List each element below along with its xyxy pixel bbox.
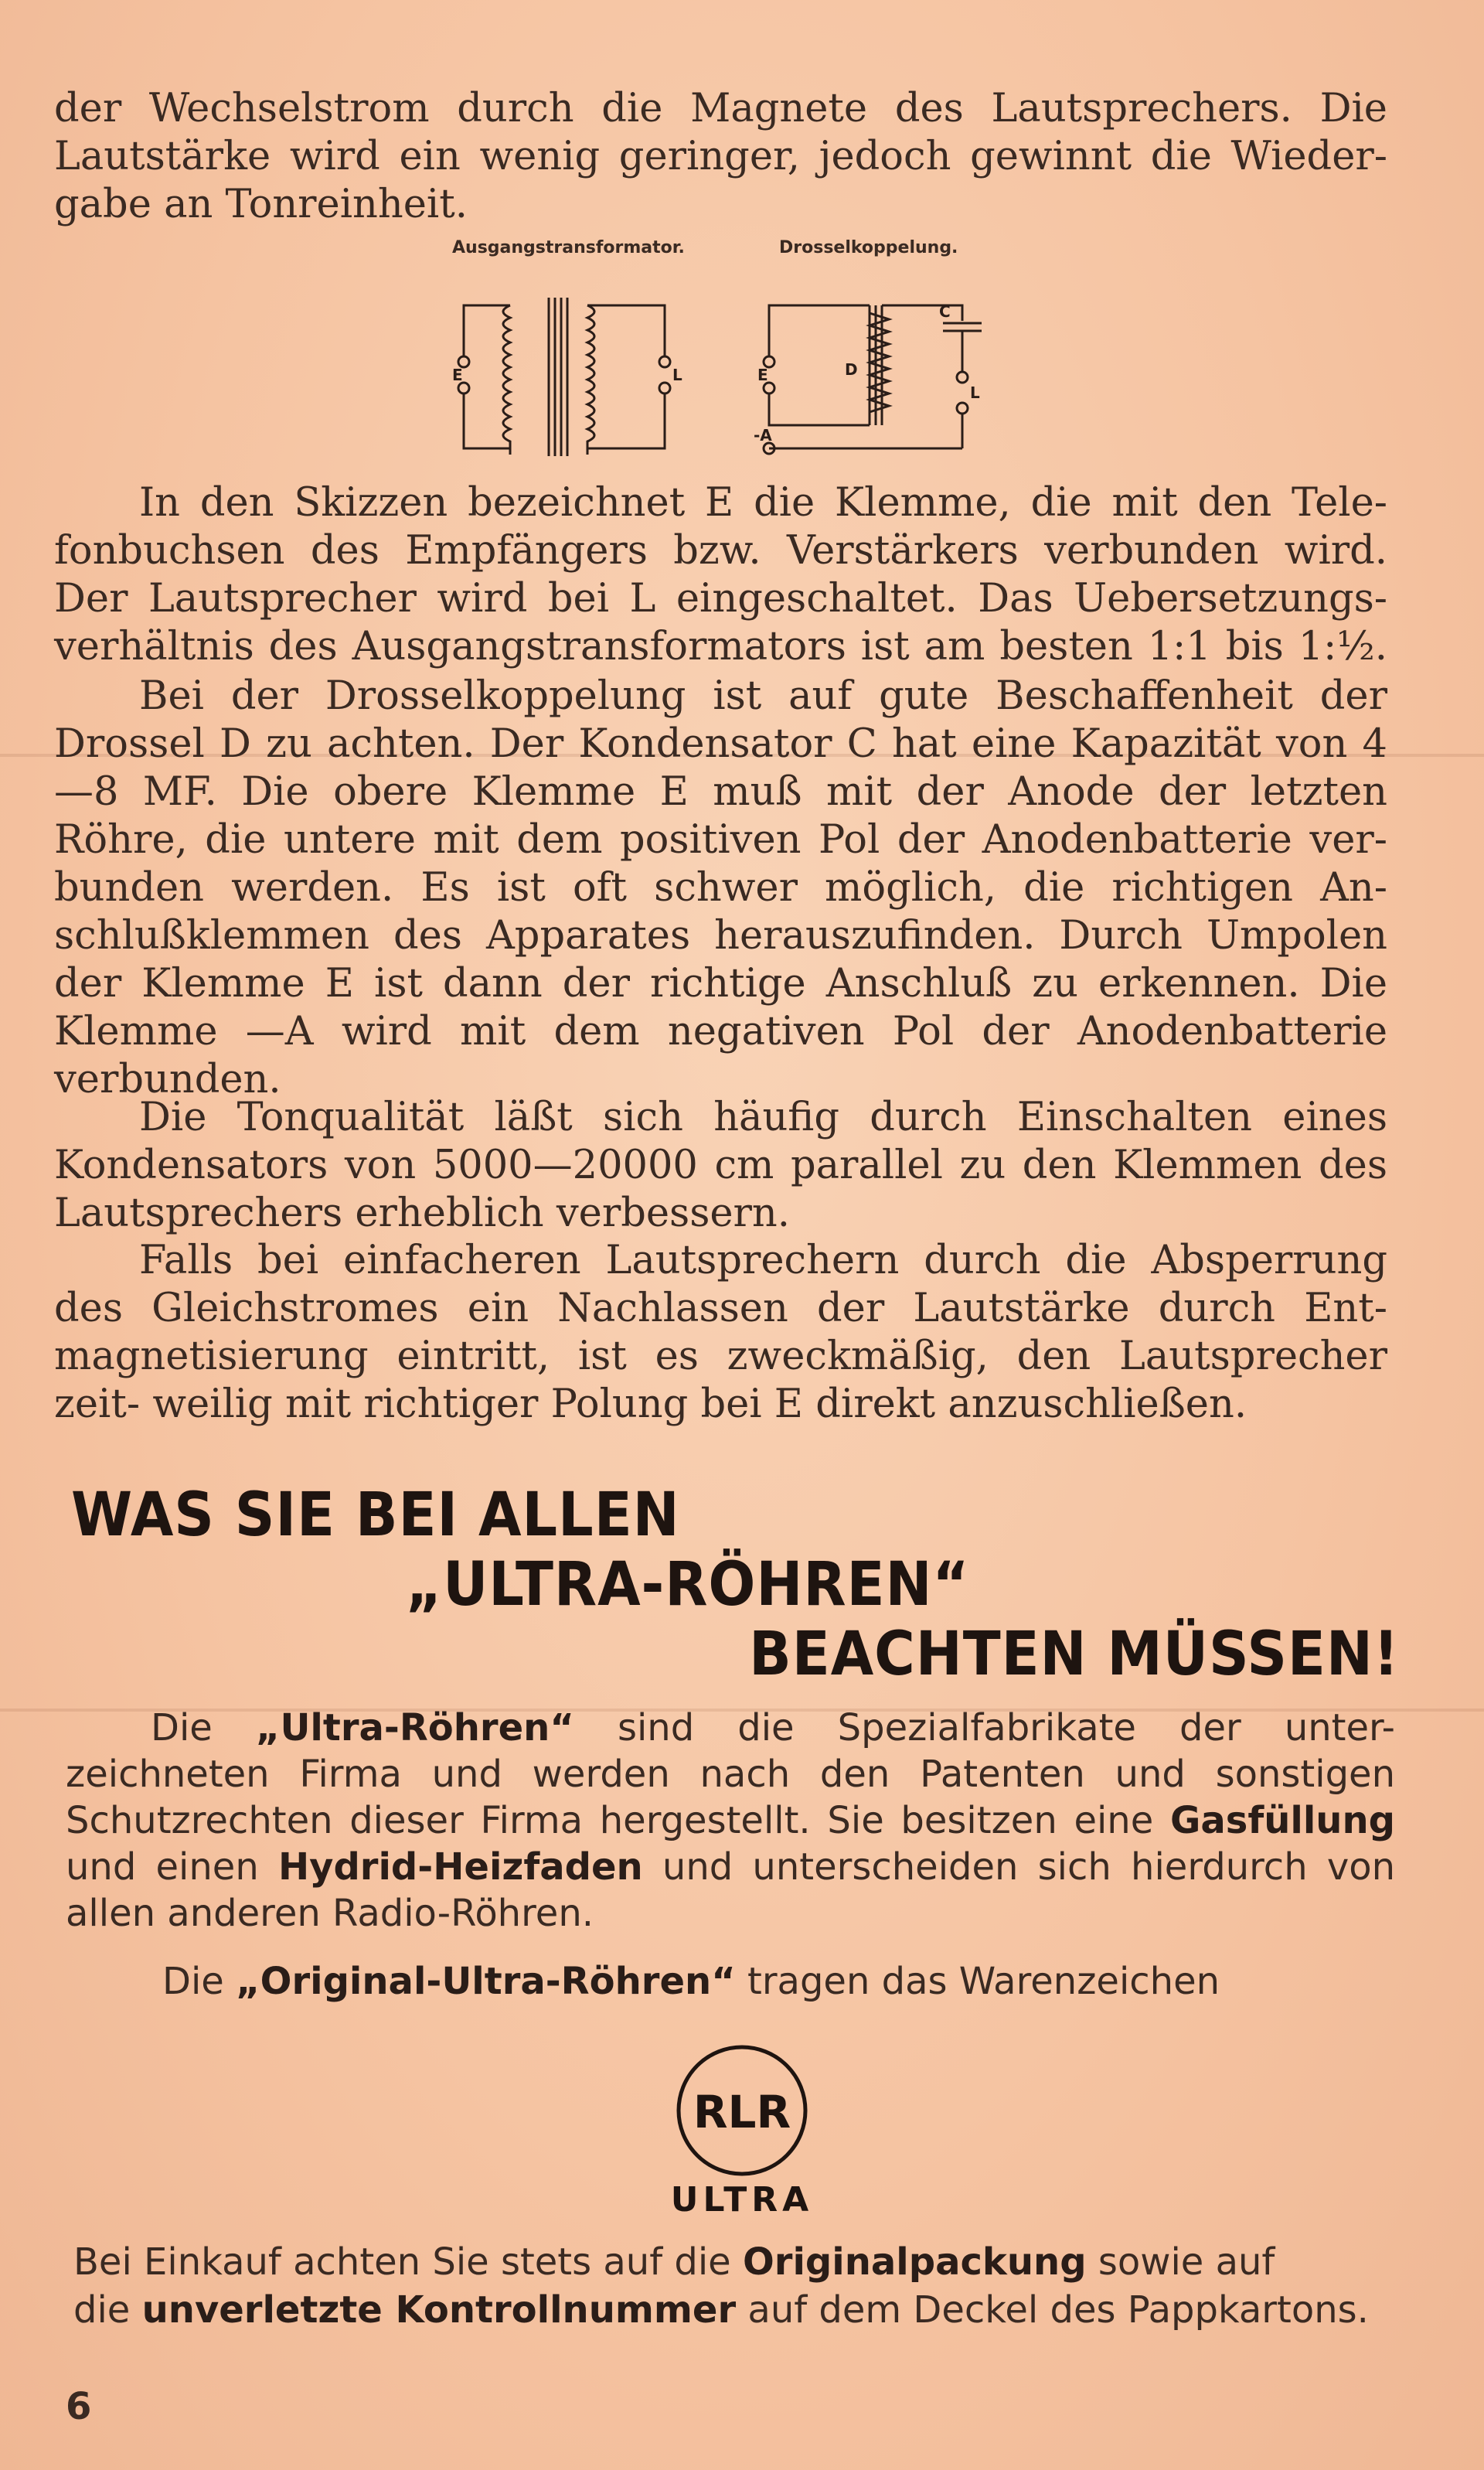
- label-C: C: [939, 302, 951, 321]
- label-A: -A: [754, 426, 772, 445]
- heading-line-1: WAS SIE BEI ALLEN: [71, 1480, 680, 1550]
- page-number: 6: [66, 2385, 92, 2428]
- paragraph-ultra-tubes: Die „Ultra-Röhren“ sind die Spezialfabrikate der unter- zeichneten Firma und werden nach den Patenten und sonstigen Schutzrechten dieser Firma hergestellt. Sie besitzen eine Gasfüllung und einen Hydrid-Heizfaden und unterscheiden sich hierdurch von allen anderen Radio-Röhren.: [66, 1706, 1396, 1935]
- trademark-mark: RLR: [693, 2086, 791, 2138]
- trademark-intro-line: Die „Original-Ultra-Röhren“ tragen das Warenzeichen: [162, 1960, 1220, 2003]
- paragraph-purchase: Bei Einkauf achten Sie stets auf die Originalpackung sowie auf die unverletzte Kontrollnummer auf dem Deckel des Pappkartons.: [73, 2240, 1369, 2332]
- choke-coupling-diagram: [754, 286, 1001, 464]
- text-line: der Wechselstrom durch die Magnete des Lautsprechers. Die: [54, 86, 1387, 131]
- paragraph-choke: Bei der Drosselkoppelung ist auf gute Beschaffenheit der Drossel D zu achten. Der Kondensator C hat eine Kapazität von 4—8 MF. Die obere Klemme E muß mit der Anode der letzten Röhre, die untere mit dem positiven Pol der Anodenbatterie ver- bunden werden. Es ist oft schwer möglich, die richtigen An- schlußklemmen des Apparates herauszufinden. Durch Umpolen der Klemme E ist dann der richtige Anschluß zu erkennen. Die Klemme —A wird mit dem negativen Pol der Anodenbatterie verbunden.: [54, 673, 1387, 1102]
- text-line: gabe an Tonreinheit.: [54, 182, 468, 227]
- label-D: D: [845, 360, 858, 379]
- ultra-trademark-logo: [665, 2033, 819, 2188]
- paragraph-demagnetization: Falls bei einfacheren Lautsprechern durch die Absperrung des Gleichstromes ein Nachlassen der Lautstärke durch Ent- magnetisierung eintritt, ist es zweckmäßig, den Lautsprecher zeit- weilig mit richtiger Polung bei E direkt anzuschließen.: [54, 1238, 1387, 1427]
- intro-paragraph: [54, 85, 1387, 229]
- label-L: L: [970, 383, 980, 402]
- heading-line-2: „ULTRA-RÖHREN“: [406, 1550, 970, 1620]
- label-L: L: [672, 366, 682, 384]
- transformer-diagram: [448, 286, 696, 464]
- diagram-caption-choke: Drosselkoppelung.: [779, 238, 958, 257]
- paragraph-tone-quality: Die Tonqualität läßt sich häufig durch Einschalten eines Kondensators von 5000—20000 cm parallel zu den Klemmen des Lautsprechers erheblich verbessern.: [54, 1095, 1387, 1236]
- trademark-label: ULTRA: [670, 2180, 814, 2220]
- label-E: E: [452, 366, 463, 384]
- label-E: E: [757, 366, 768, 384]
- paragraph-sketches: In den Skizzen bezeichnet E die Klemme, die mit den Tele- fonbuchsen des Empfängers bzw. Verstärkers verbunden wird. Der Lautsprecher wird bei L eingeschaltet. Das Uebersetzungs- verhältnis des Ausgangstransformators ist am besten 1:1 bis 1:½.: [54, 480, 1387, 669]
- text-line: Lautstärke wird ein wenig geringer, jedoch gewinnt die Wieder-: [54, 134, 1387, 179]
- diagram-caption-transformer: Ausgangstransformator.: [452, 238, 685, 257]
- heading-line-3: BEACHTEN MÜSSEN!: [748, 1620, 1399, 1689]
